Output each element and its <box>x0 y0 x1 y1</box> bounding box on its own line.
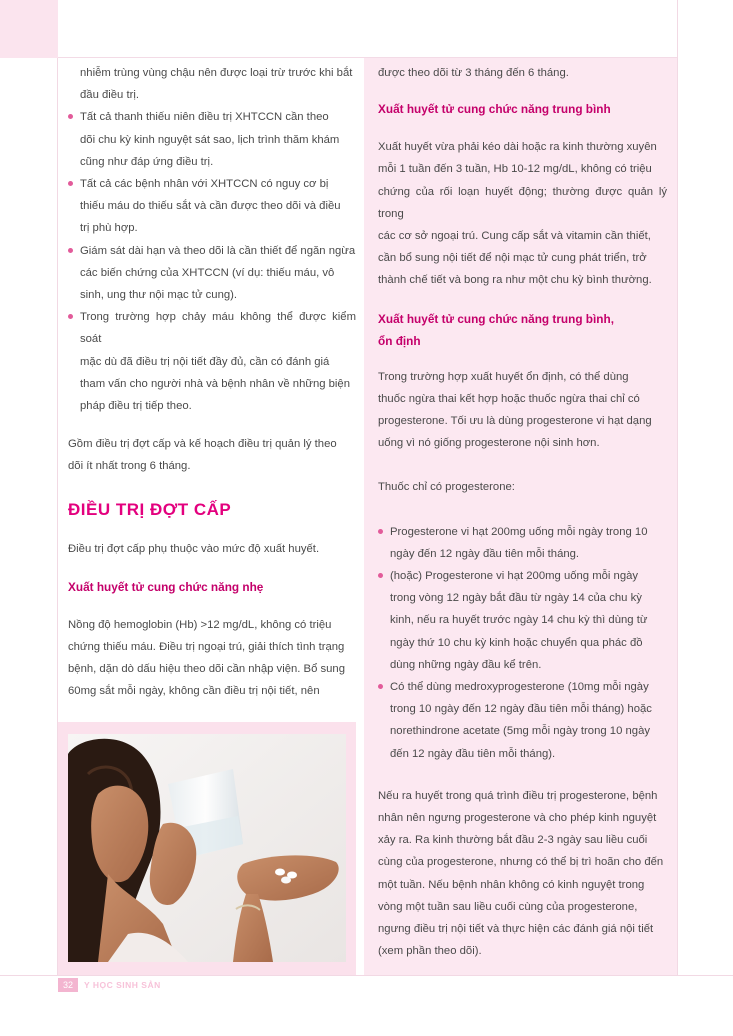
list-item: (hoặc) Progesterone vi hạt 200mg uống mỗi ngày trong vòng 12 ngày bắt đầu từ ngày 14 của chu kỳ kinh, nếu ra huyết trước ngày 14 chu kỳ thì dùng từ ngày thứ 10 chu kỳ kinh hoặc chuyển qua phác đồ dùng những ngày đầu kể trên. <box>378 565 667 676</box>
woman-taking-pills-photo <box>68 734 346 962</box>
publication-title: Y HỌC SINH SẢN <box>84 980 161 990</box>
corner-block <box>0 0 58 58</box>
mild-paragraph: Nồng độ hemoglobin (Hb) >12 mg/dL, không có triệu chứng thiếu máu. Điều trị ngoại trú, giải thích tình trạng bệnh, dặn dò dấu hiệu theo dõi cần nhập viện. Bổ sung 60mg sắt mỗi ngày, không cần điều trị nội tiết, nên <box>68 618 345 698</box>
page-number: 32 <box>58 978 78 992</box>
intro-paragraph: Điều trị đợt cấp phụ thuộc vào mức độ xuất huyết. <box>68 542 320 555</box>
list-item: Giám sát dài hạn và theo dõi là cần thiết để ngăn ngừa các biến chứng của XHTCCN (ví dụ: thiếu máu, vô sinh, ung thư nội mạc tử cung). <box>68 240 356 307</box>
summary-paragraph: Gồm điều trị đợt cấp và kế hoạch điều trị quản lý theo dõi ít nhất trong 6 tháng. <box>68 438 337 473</box>
page-top-band <box>0 0 733 58</box>
bullet-dot-icon <box>378 684 383 689</box>
bullet-dot-icon <box>378 529 383 534</box>
list-item: Có thể dùng medroxyprogesterone (10mg mỗi ngày trong 10 ngày đến 12 ngày đầu tiên mỗi tháng) hoặc norethindrone acetate (5mg mỗi ngày trong 10 ngày đến 12 ngày đầu tiên mỗi tháng). <box>378 676 667 765</box>
subheading-mild: Xuất huyết tử cung chức năng nhẹ <box>68 579 264 594</box>
right-bullet-list <box>364 521 677 765</box>
photo-illustration <box>68 734 346 962</box>
bullet-dot-icon <box>68 181 73 186</box>
right-column <box>364 58 677 975</box>
right-margin <box>677 0 733 1036</box>
left-bullet-list <box>58 106 364 417</box>
moderate-paragraph: Xuất huyết vừa phải kéo dài hoặc ra kinh thường xuyên mỗi 1 tuần đến 3 tuần, Hb 10-12 mg/dL, không có triệu chứng của rối loạn huyết động; thường được quản lý trong các cơ sở ngoại trú. Cung cấp sắt và vitamin cần thiết, cần bổ sung nội tiết để nội mạc tử cung phát triển, trở thành chế tiết và bong ra như một chu kỳ bình thường. <box>378 141 667 287</box>
progesterone-only-label: Thuốc chỉ có progesterone: <box>378 481 515 494</box>
left-margin <box>0 58 58 1036</box>
section-heading-acute: ĐIỀU TRỊ ĐỢT CẤP <box>68 499 232 519</box>
list-item: Tất cả thanh thiếu niên điều trị XHTCCN cần theo dõi chu kỳ kinh nguyệt sát sao, lịch trình thăm khám cũng như đáp ứng điều trị. <box>68 106 356 173</box>
list-item: Trong trường hợp chảy máu không thể được kiểm soát mặc dù đã điều trị nội tiết đầy đủ, cần có đánh giá tham vấn cho người nhà và bệnh nhân về những biện pháp điều trị tiếp theo. <box>68 306 356 417</box>
list-item: Progesterone vi hạt 200mg uống mỗi ngày trong 10 ngày đến 12 ngày đầu tiên mỗi tháng. <box>378 521 667 565</box>
subheading-moderate: Xuất huyết tử cung chức năng trung bình <box>378 102 611 117</box>
bullet-dot-icon <box>68 314 73 319</box>
photo-frame <box>58 722 356 975</box>
bullet-dot-icon <box>68 248 73 253</box>
stable-paragraph: Trong trường hợp xuất huyết ổn định, có thể dùng thuốc ngừa thai kết hợp hoặc thuốc ngừa thai chỉ có progesterone. Tối ưu là dùng progesterone vi hạt dạng uống vì nó giống progesterone nội sinh hơn. <box>378 370 652 450</box>
bullet-dot-icon <box>378 573 383 578</box>
continued-item: nhiễm trùng vùng chậu nên được loại trừ trước khi bắt đầu điều trị. <box>80 67 353 102</box>
subheading-stable: Xuất huyết tử cung chức năng trung bình, ổn định <box>378 311 614 348</box>
continued-paragraph: được theo dõi từ 3 tháng đến 6 tháng. <box>378 67 569 79</box>
list-item: Tất cả các bệnh nhân với XHTCCN có nguy cơ bị thiếu máu do thiếu sắt và cần được theo dõi và điều trị phù hợp. <box>68 173 356 240</box>
bullet-dot-icon <box>68 114 73 119</box>
closing-paragraph: Nếu ra huyết trong quá trình điều trị progesterone, bệnh nhân nên ngưng progesterone và cho phép kinh nguyệt xảy ra. Ra kinh thường bắt đầu 2-3 ngày sau liều cuối cùng của progesterone, nhưng có thể bị trì hoãn cho đến một tuần. Nếu bệnh nhân không có kinh nguyệt trong vòng một tuần sau liều cuối cùng của progesterone, ngưng điều trị nội tiết và thực hiện các đánh giá nội tiết (xem phần theo dõi). <box>378 789 664 958</box>
